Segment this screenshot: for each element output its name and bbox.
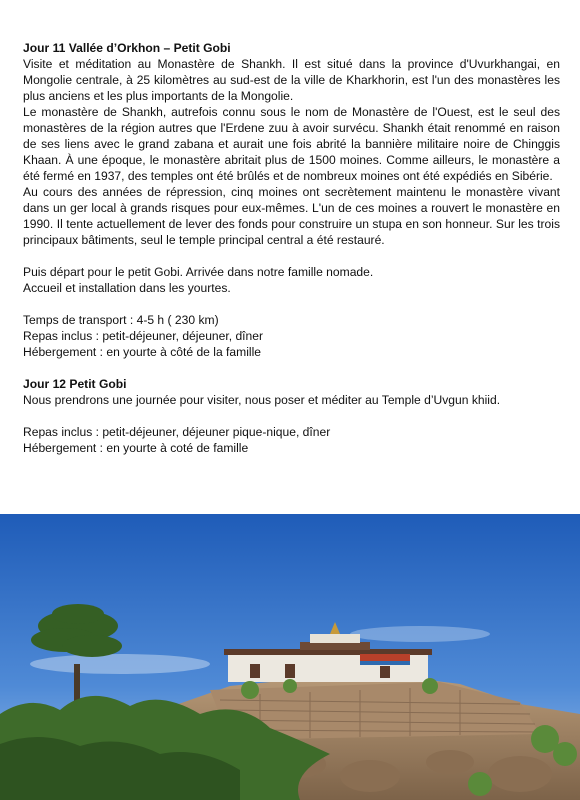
day12-lodging: Hébergement : en yourte à coté de famille (23, 441, 249, 455)
day11-meals: Repas inclus : petit-déjeuner, déjeuner, dîner (23, 329, 264, 343)
monastery-photo (0, 514, 580, 800)
day11-paragraph-1: Visite et méditation au Monastère de Shankh. Il est situé dans la province d'Uvurkhangai, en Mongolie centrale, à 25 kilomètres au sud-est de la ville de Kharkhorin, est l'un des monastères les plus anciens et les plus importants de la Mongolie. (23, 57, 560, 103)
day12-title: Jour 12 Petit Gobi (23, 377, 127, 391)
day11-lodging: Hébergement : en yourte à côté de la famille (23, 345, 261, 359)
itinerary-text (23, 40, 560, 456)
day11-paragraph-2: Le monastère de Shankh, autrefois connu sous le nom de Monastère de l'Ouest, est le seul des monastères de la région autres que l'Erdene zuu à avoir survécu. Shankh était renommé en raison de ses liens avec le grand zabana et aurait une fois abrité la bannière militaire noire de Chinggis Khaan. À une époque, le monastère abritait plus de 1500 moines. Comme ailleurs, le monastère a été fermé en 1937, des temples ont été brûlés et de nombreux moines ont été expédiés en Sibérie. (23, 105, 560, 183)
day11-transport: Temps de transport : 4-5 h ( 230 km) (23, 313, 219, 327)
day11-installation: Accueil et installation dans les yourtes. (23, 281, 231, 295)
day12-meals: Repas inclus : petit-déjeuner, déjeuner pique-nique, dîner (23, 425, 331, 439)
day12-description: Nous prendrons une journée pour visiter, nous poser et méditer au Temple d’Uvgun khiid. (23, 393, 501, 407)
day11-title: Jour 11 Vallée d’Orkhon – Petit Gobi (23, 41, 231, 55)
day11-departure: Puis départ pour le petit Gobi. Arrivée dans notre famille nomade. (23, 265, 374, 279)
day11-paragraph-3: Au cours des années de répression, cinq moines ont secrètement maintenu le monastère vivant dans un ger local à grands risques pour eux-mêmes. L'un de ces moines a rouvert le monastère en 1990. Il tente actuellement de lever des fonds pour construire un stupa en son honneur. Sur les trois principaux bâtiments, seul le temple principal central a été restauré. (23, 185, 560, 247)
